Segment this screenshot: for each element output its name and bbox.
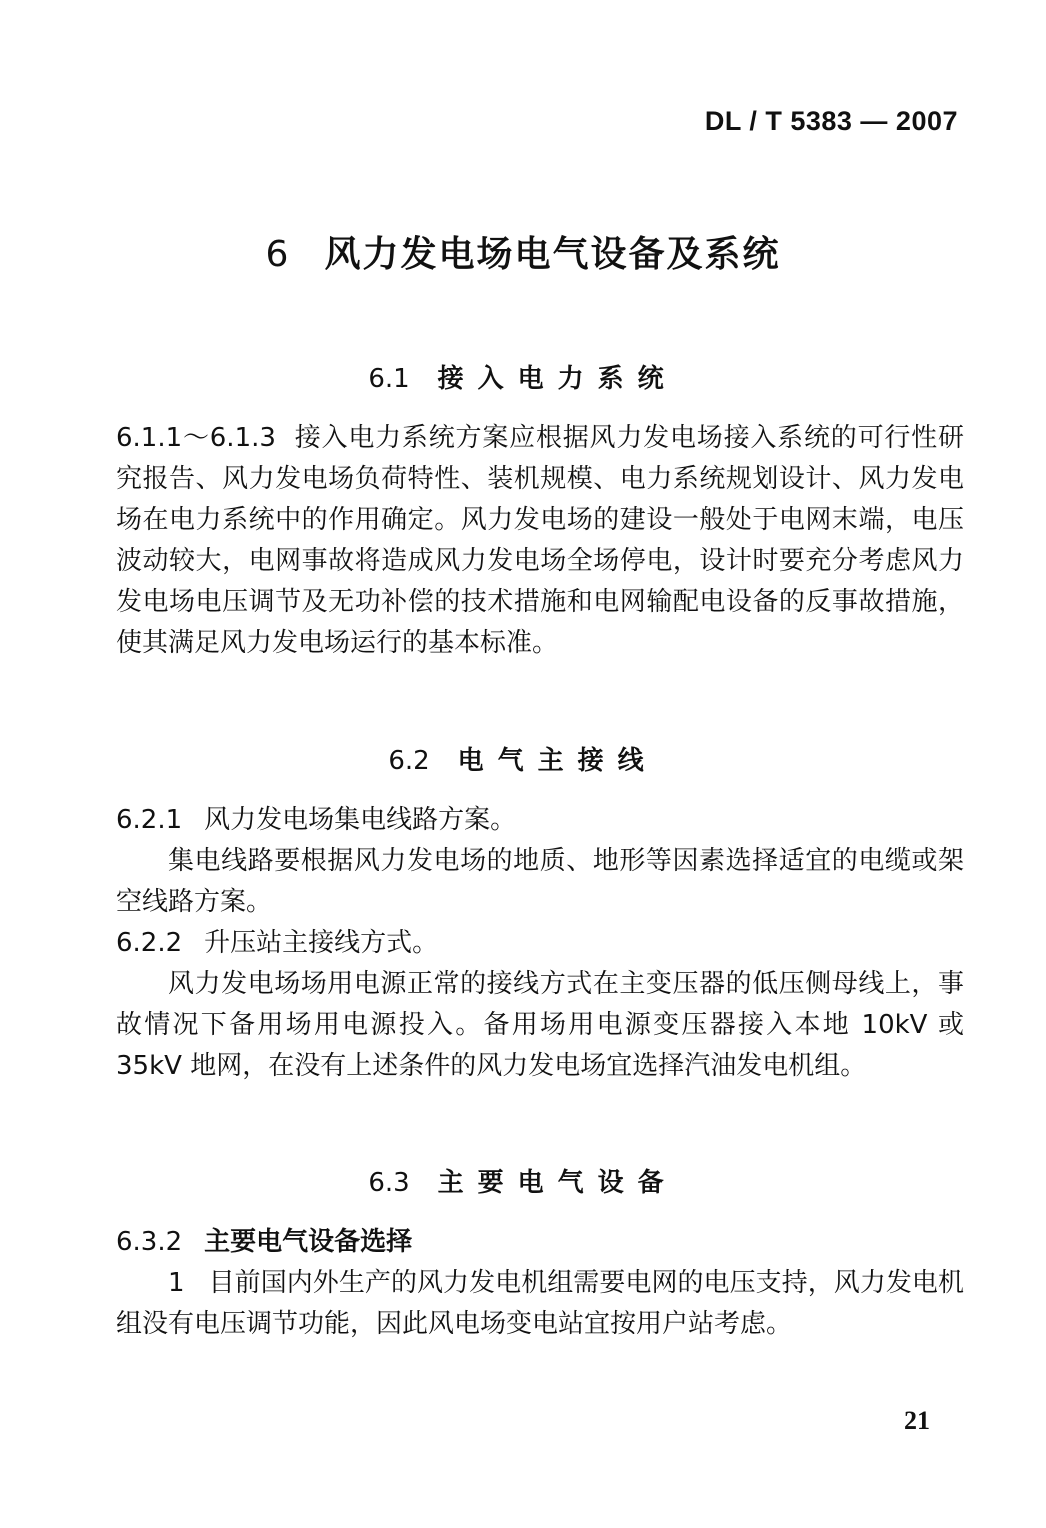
clause-6-3-2-heading (116, 1222, 964, 1263)
clause-6-1-1 (116, 418, 964, 664)
section-heading-6-3 (0, 1162, 1046, 1199)
chapter-title: 风力发电场电气设备及系统 (324, 234, 781, 275)
list-item-text: 目前国内外生产的风力发电机组需要电网的电压支持，风力发电机组没有电压调节功能，因此风电场变电站宜按用户站考虑。 (116, 1268, 964, 1339)
section-heading-6-2 (0, 740, 1046, 777)
section-number: 6.3 (368, 1168, 410, 1198)
page-number: 21 (904, 1406, 930, 1435)
list-item-number: 1 (168, 1268, 185, 1298)
section-number: 6.1 (368, 364, 410, 394)
section-number: 6.2 (388, 746, 430, 776)
chapter-number: 6 (265, 234, 291, 275)
standard-code: DL / T 5383 — 2007 (704, 106, 958, 136)
clause-title: 主要电气设备选择 (204, 1227, 413, 1257)
clause-6-2-2-text: 风力发电场场用电源正常的接线方式在主变压器的低压侧母线上，事故情况下备用场用电源投入。备用场用电源变压器接入本地 10kV 或 35kV 地网，在没有上述条件的风力发电场宜选择汽油发电机组。 (116, 969, 964, 1081)
clause-title: 升压站主接线方式。 (204, 928, 439, 958)
clause-6-2-1-text: 集电线路要根据风力发电场的地质、地形等因素选择适宜的电缆或架空线路方案。 (116, 846, 964, 917)
section-heading-6-1 (0, 358, 1046, 395)
clause-title: 风力发电场集电线路方案。 (204, 805, 517, 835)
clause-text: 接入电力系统方案应根据风力发电场接入系统的可行性研究报告、风力发电场负荷特性、装机规模、电力系统规划设计、风力发电场在电力系统中的作用确定。风力发电场的建设一般处于电网末端，电压波动较大，电网事故将造成风力发电场全场停电，设计时要充分考虑风力发电场电压调节及无功补偿的技术措施和电网输配电设备的反事故措施，使其满足风力发电场运行的基本标准。 (116, 423, 964, 658)
clause-number: 6.1.1～6.1.3 (116, 423, 276, 453)
clause-number: 6.2.1 (116, 805, 183, 835)
section-title: 主要电气设备 (437, 1168, 678, 1198)
clause-6-2-1-heading (116, 800, 964, 841)
section-title: 电气主接线 (457, 746, 658, 776)
clause-6-3-2-item-1 (116, 1263, 964, 1345)
chapter-heading (0, 226, 1046, 277)
clause-6-2-2-heading (116, 923, 964, 964)
clause-number: 6.2.2 (116, 928, 183, 958)
clause-number: 6.3.2 (116, 1227, 183, 1257)
section-title: 接入电力系统 (437, 364, 678, 394)
